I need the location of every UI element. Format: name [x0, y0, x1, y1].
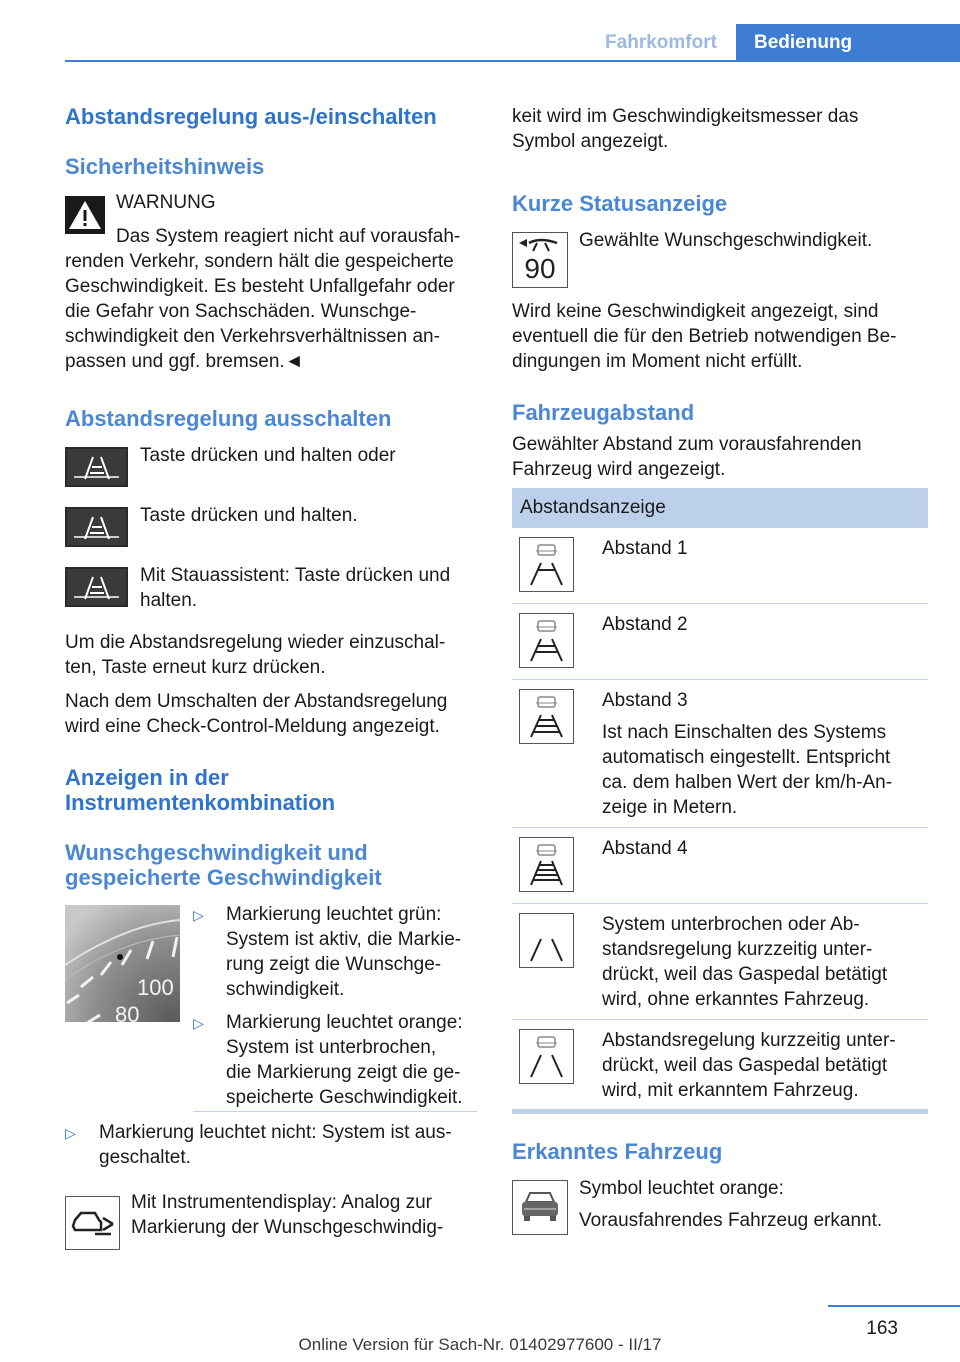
- heading-speed-line-2: gespeicherte Geschwindigkeit: [65, 865, 382, 890]
- warning-line-2: renden Verkehr, sondern hält die gespeicherte: [65, 251, 454, 272]
- heading-main: Abstandsregelung aus-/einschalten: [65, 104, 437, 129]
- distance-3-desc-line-4: zeige in Metern.: [602, 797, 738, 818]
- warning-line-4: die Gefahr von Sachschäden. Wunschge-: [65, 301, 417, 322]
- distance-3-desc-line-2: automatisch eingestellt. Entspricht: [602, 747, 891, 768]
- heading-display-line-1: Anzeigen in der: [65, 765, 229, 790]
- row-6-line-1: Abstandsregelung kurzzeitig unter-: [602, 1030, 896, 1051]
- acc-button-icon-2: [65, 507, 128, 547]
- warning-line-6: passen und ggf. bremsen.◄: [65, 351, 304, 372]
- bullet-1-line-2: System ist aktiv, die Markie-: [226, 929, 462, 950]
- status-paragraph-line-3: dingungen im Moment nicht erfüllt.: [512, 351, 803, 372]
- distance-1-icon: [519, 537, 574, 592]
- acc-button-icon-1: [65, 447, 128, 487]
- warning-line-3: Geschwindigkeit. Es besteht Unfallgefahr oder: [65, 276, 455, 297]
- paragraph-1-line-1: Um die Abstandsregelung wieder einzuschal-: [65, 632, 446, 653]
- distance-3-icon: [519, 689, 574, 744]
- warning-label: WARNUNG: [116, 192, 216, 213]
- bullet-1-line-3: rung zeigt die Wunschge-: [226, 954, 442, 975]
- bullet-1-line-1: Markierung leuchtet grün:: [226, 904, 442, 925]
- heading-detected: Erkanntes Fahrzeug: [512, 1139, 723, 1164]
- page-number-rule: [828, 1305, 960, 1307]
- continuation-line-1: keit wird im Geschwindigkeitsmesser das: [512, 106, 859, 127]
- system-interrupted-icon: [519, 913, 574, 968]
- row-5-line-4: wird, ohne erkanntes Fahrzeug.: [602, 989, 870, 1010]
- heading-distance: Fahrzeugabstand: [512, 400, 695, 425]
- paragraph-2-line-1: Nach dem Umschalten der Abstandsregelung: [65, 691, 448, 712]
- warning-icon: [65, 196, 105, 234]
- heading-display-line-2: Instrumentenkombination: [65, 790, 336, 815]
- table-row-separator: [512, 1019, 928, 1020]
- detected-line-2: Vorausfahrendes Fahrzeug erkannt.: [579, 1210, 883, 1231]
- table-row-separator: [512, 679, 928, 680]
- distance-2-label: Abstand 2: [602, 614, 688, 635]
- header-rule: [65, 60, 960, 62]
- bullet-icon-1: ▷: [193, 907, 204, 923]
- heading-safety: Sicherheitshinweis: [65, 154, 265, 179]
- row-5-line-3: drückt, weil das Gaspedal betätigt: [602, 964, 888, 985]
- gauge-label-80: 80: [115, 1002, 140, 1022]
- continuation-line-2: Symbol angezeigt.: [512, 131, 669, 152]
- distance-line-1: Gewählter Abstand zum vorausfahrenden: [512, 434, 862, 455]
- button-2-text: Taste drücken und halten.: [140, 505, 358, 526]
- bullet-3-line-1: Markierung leuchtet nicht: System ist aus-: [99, 1122, 452, 1143]
- distance-2-icon: [519, 613, 574, 668]
- bullet-2-line-3: die Markierung zeigt die ge-: [226, 1062, 461, 1083]
- row-6-line-3: wird, mit erkanntem Fahrzeug.: [602, 1080, 859, 1101]
- header-tab-bedienung[interactable]: Bedienung: [736, 24, 960, 62]
- status-paragraph-line-1: Wird keine Geschwindigkeit angezeigt, sind: [512, 301, 879, 322]
- distance-3-desc-line-1: Ist nach Einschalten des Systems: [602, 722, 887, 743]
- table-row-separator: [512, 603, 928, 604]
- table-header: Abstandsanzeige: [512, 488, 928, 528]
- bullet-2-line-2: System ist unterbrochen,: [226, 1037, 437, 1058]
- distance-line-2: Fahrzeug wird angezeigt.: [512, 459, 726, 480]
- distance-4-label: Abstand 4: [602, 838, 688, 859]
- button-3-text-line-2: halten.: [140, 590, 198, 611]
- page-number: 163: [866, 1318, 898, 1339]
- row-5-line-1: System unterbrochen oder Ab-: [602, 914, 860, 935]
- status-paragraph-line-2: eventuell die für den Betrieb notwendigen Be-: [512, 326, 897, 347]
- distance-3-label: Abstand 3: [602, 690, 688, 711]
- distance-3-desc-line-3: ca. dem halben Wert der km/h-An-: [602, 772, 893, 793]
- footer-text: Online Version für Sach-Nr. 01402977600 - II/17: [298, 1335, 662, 1354]
- warning-line-1: Das System reagiert nicht auf vorausfah-: [116, 226, 461, 247]
- suppressed-with-vehicle-icon: [519, 1029, 574, 1084]
- distance-1-label: Abstand 1: [602, 538, 688, 559]
- paragraph-1-line-2: ten, Taste erneut kurz drücken.: [65, 657, 326, 678]
- table-row-separator: [512, 827, 928, 828]
- paragraph-2-line-2: wird eine Check-Control-Meldung angezeigt.: [65, 716, 440, 737]
- bullet-separator: [193, 1111, 477, 1112]
- heading-off: Abstandsregelung ausschalten: [65, 406, 392, 431]
- status-speed-value: 90: [524, 253, 556, 284]
- bullet-icon-3: ▷: [65, 1125, 76, 1141]
- button-1-text: Taste drücken und halten oder: [140, 445, 396, 466]
- instrument-line-1: Mit Instrumentendisplay: Analog zur: [131, 1192, 432, 1213]
- table-end-bar: [512, 1109, 928, 1114]
- warning-line-5: schwindigkeit den Verkehrsverhältnissen an-: [65, 326, 440, 347]
- bullet-2-line-4: speicherte Geschwindigkeit.: [226, 1087, 463, 1108]
- gauge-label-100: 100: [137, 975, 174, 1000]
- header-tab-fahrkomfort[interactable]: Fahrkomfort: [605, 32, 717, 53]
- heading-speed-line-1: Wunschgeschwindigkeit und: [65, 840, 368, 865]
- instrument-line-2: Markierung der Wunschgeschwindig-: [131, 1217, 444, 1238]
- distance-4-icon: [519, 837, 574, 892]
- acc-button-icon-3: [65, 567, 128, 607]
- bullet-1-line-4: schwindigkeit.: [226, 979, 345, 1000]
- speedometer-image: [65, 905, 180, 1022]
- heading-status: Kurze Statusanzeige: [512, 191, 728, 216]
- row-6-line-2: drückt, weil das Gaspedal betätigt: [602, 1055, 888, 1076]
- row-5-line-2: standsregelung kurzzeitig unter-: [602, 939, 873, 960]
- detected-vehicle-icon: [512, 1180, 568, 1235]
- status-speed-icon: [512, 232, 568, 288]
- bullet-2-line-1: Markierung leuchtet orange:: [226, 1012, 463, 1033]
- bullet-icon-2: ▷: [193, 1015, 204, 1031]
- table-row-separator: [512, 903, 928, 904]
- status-text: Gewählte Wunschgeschwindigkeit.: [579, 230, 873, 251]
- button-3-text-line-1: Mit Stauassistent: Taste drücken und: [140, 565, 451, 586]
- detected-line-1: Symbol leuchtet orange:: [579, 1178, 784, 1199]
- speed-limiter-car-icon: [65, 1196, 120, 1250]
- bullet-3-line-2: geschaltet.: [99, 1147, 191, 1168]
